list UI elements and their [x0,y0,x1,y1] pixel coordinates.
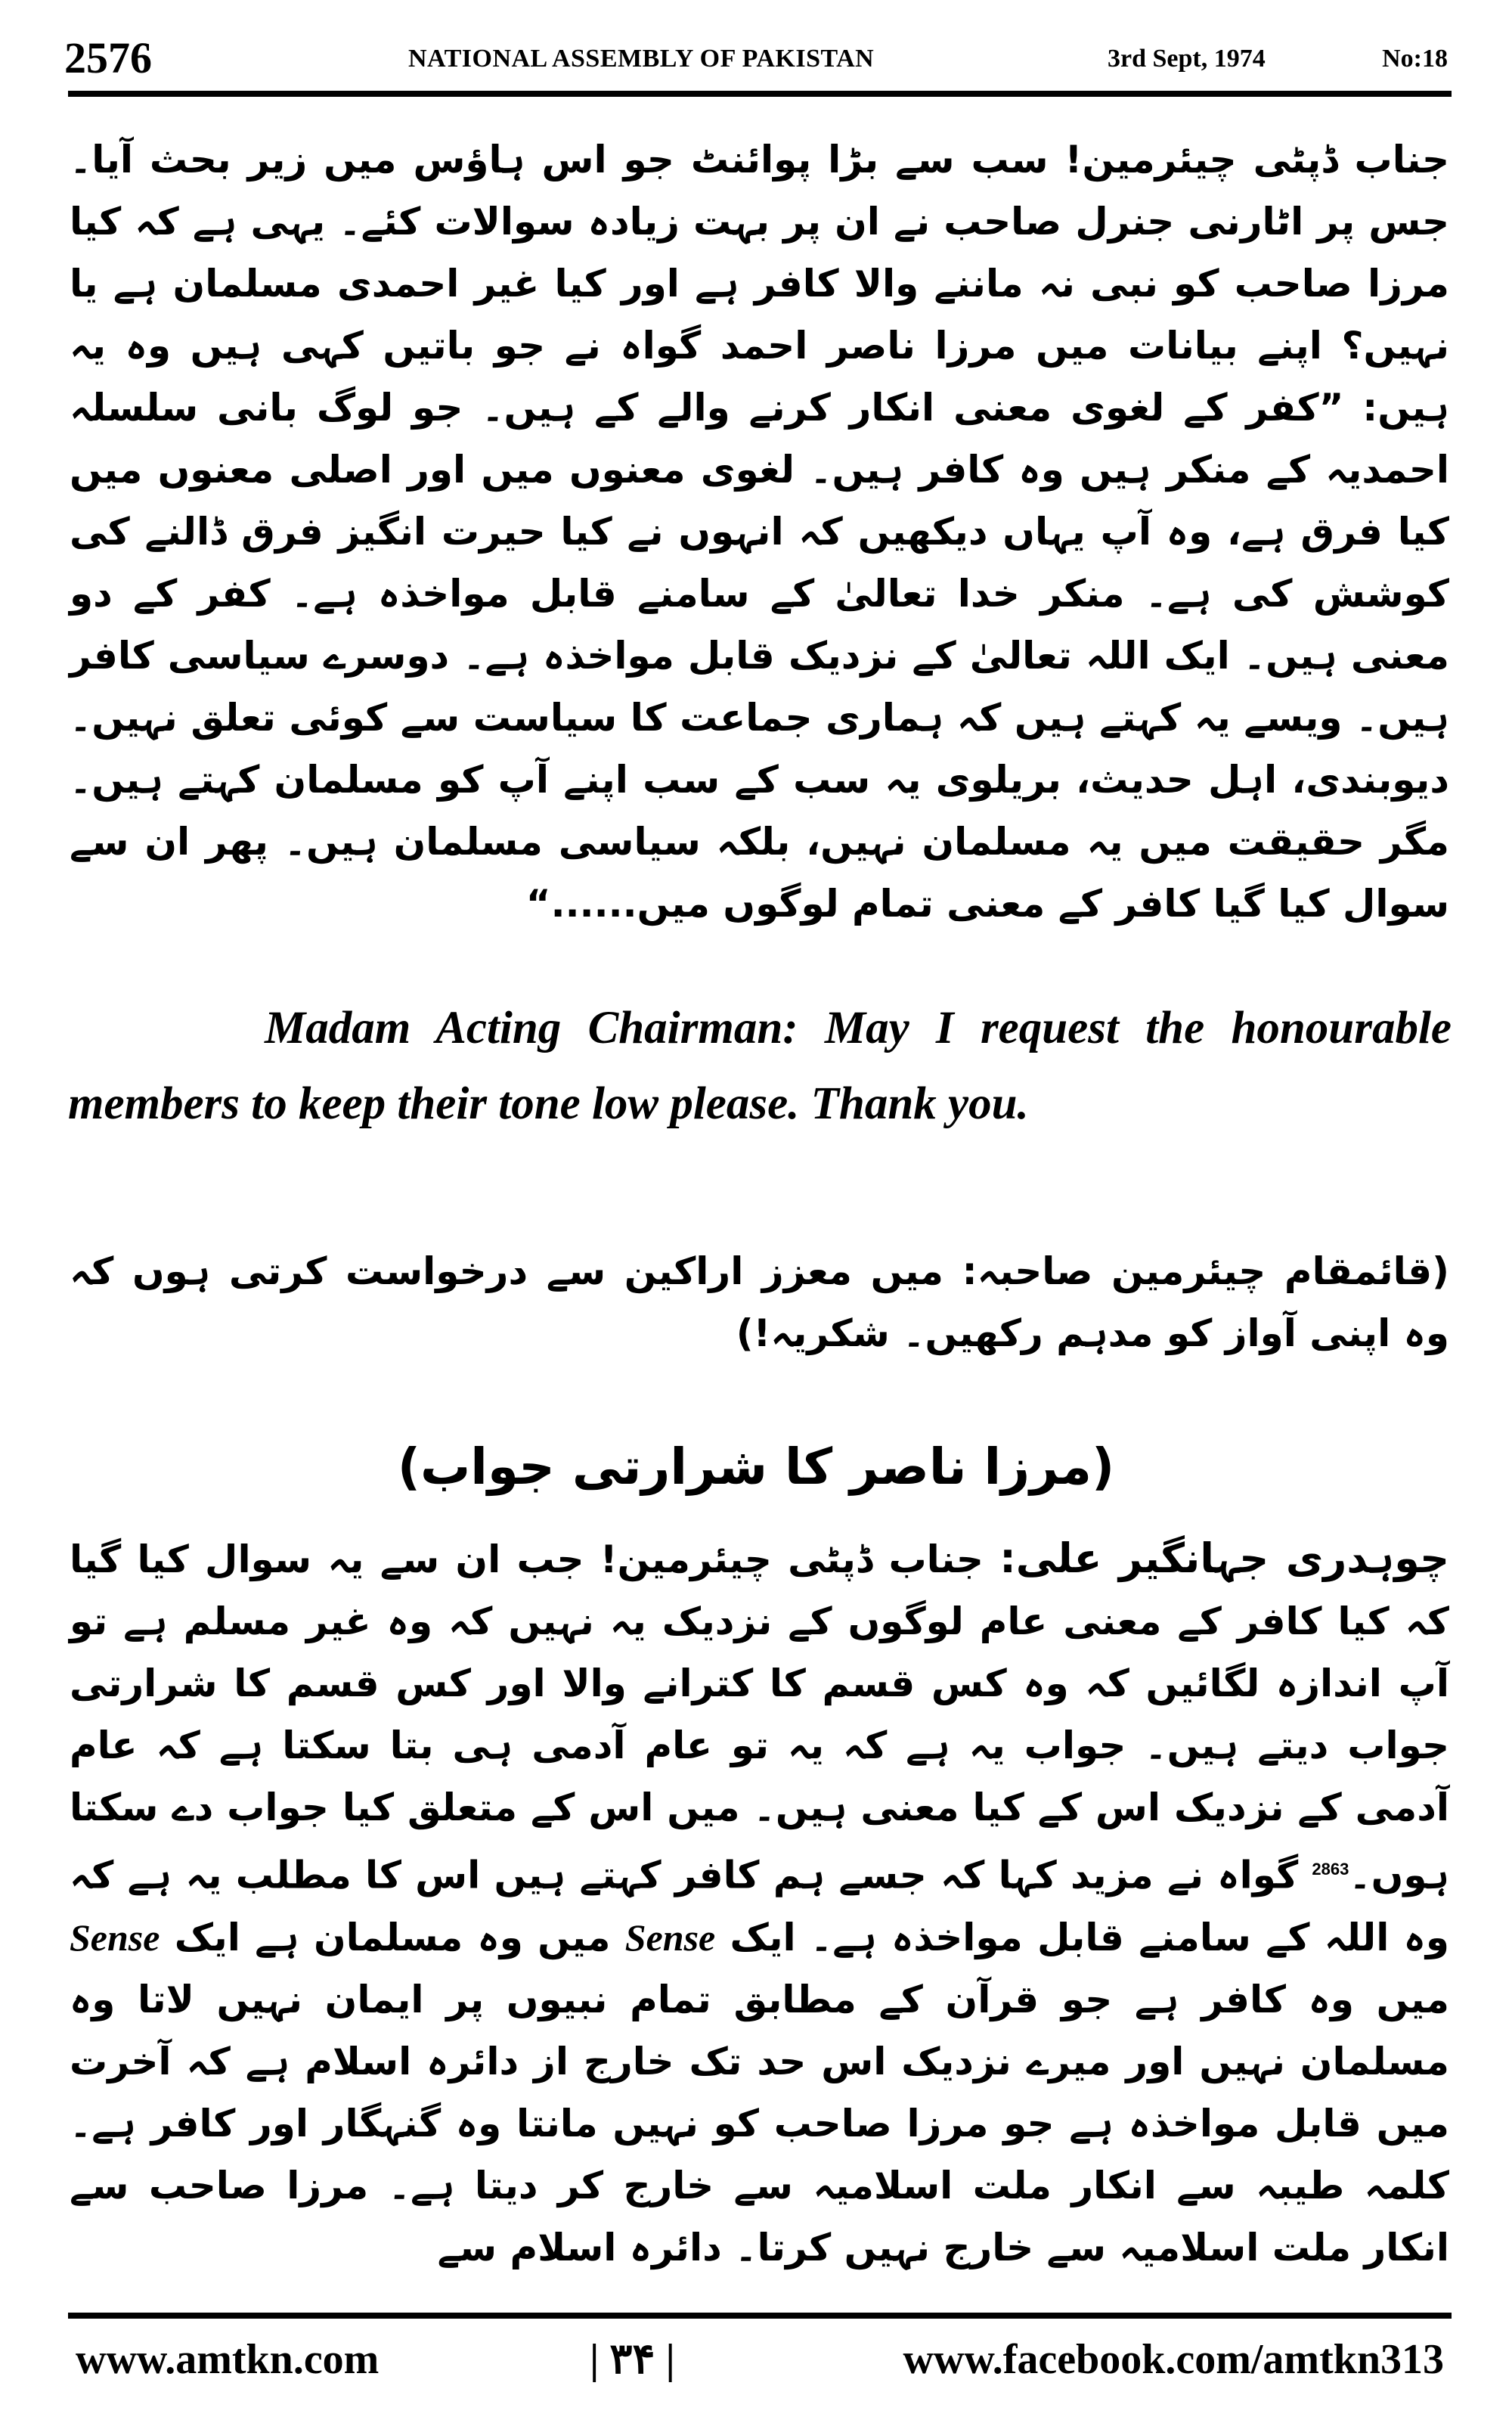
translation-text: (قائمقام چیئرمین صاحبہ: میں معزز اراکین سے درخواست کرتی ہوں کہ وہ اپنی آواز کو مدہم رکھیں۔ شکریہ!) [70,1249,1449,1355]
english-remark: Madam Acting Chairman: May I request the honourable members to keep their tone low please. Thank you. [68,1003,1452,1129]
sense-word-1: Sense [624,1916,716,1959]
footer-page-number: | ۳۴ | [590,2336,675,2383]
paragraph-2-text-b: گواہ نے مزید کہا کہ جسے ہم کافر کہتے ہیں اس کا مطلب یہ ہے کہ وہ اللہ کے سامنے قابل مواخذہ ہے۔ ایک [70,1853,1449,1959]
urdu-paragraph-1 [70,129,1449,935]
facebook-link[interactable]: www.facebook.com/amtkn313 [903,2336,1444,2383]
page-number: 2576 [64,33,152,82]
paragraph-2-text-c: میں وہ مسلمان ہے ایک [174,1915,611,1959]
footnote-marker: 2863 [1312,1860,1349,1879]
header-issue-number: No:18 [1382,45,1448,73]
paragraph-2-text-d: میں وہ کافر ہے جو قرآن کے مطابق تمام نبیوں پر ایمان نہیں لاتا وہ مسلمان نہیں اور میرے نزدیک اس حد تک خارج از دائرہ اسلام ہے کہ آخرت میں قابل مواخذہ ہے جو مرزا صاحب کو نہیں مانتا وہ گنہگار اور کافر ہے۔ کلمہ طیبہ سے انکار ملت اسلامیہ سے خارج کر دیتا ہے۔ مرزا صاحب سے انکار ملت اسلامیہ سے خارج نہیں کرتا۔ دائرہ اسلام سے [70,1977,1449,2270]
page-header [64,32,1448,85]
urdu-paragraph-2 [70,1528,1449,2279]
paragraph-2-body [70,1528,1449,2279]
footer-rule [68,2313,1452,2319]
header-rule [68,91,1452,97]
paragraph-1-text: جناب ڈپٹی چیئرمین! سب سے بڑا پوائنٹ جو اس ہاؤس میں زیر بحث آیا۔ جس پر اٹارنی جنرل صاحب نے ان پر بہت زیادہ سوالات کئے۔ یہی ہے کہ کیا مرزا صاحب کو نبی نہ ماننے والا کافر ہے اور کیا غیر احمدی مسلمان ہے یا نہیں؟ اپنے بیانات میں مرزا ناصر احمد گواہ نے جو باتیں کہی ہیں وہ یہ ہیں: ”کفر کے لغوی معنی انکار کرنے والے کے ہیں۔ جو لوگ بانی سلسلہ احمدیہ کے منکر ہیں وہ کافر ہیں۔ لغوی معنوں میں اور اصلی معنوں میں کیا فرق ہے، وہ آپ یہاں دیکھیں کہ انہوں نے کیا حیرت انگیز فرق ڈالنے کی کوشش کی ہے۔ منکر خدا تعالیٰ کے سامنے قابل مواخذہ ہے۔ کفر کے دو معنی ہیں۔ ایک اللہ تعالیٰ کے نزدیک قابل مواخذہ ہے۔ دوسرے سیاسی کافر ہیں۔ ویسے یہ کہتے ہیں کہ ہماری جماعت کا سیاست سے کوئی تعلق نہیں۔ دیوبندی، اہل حدیث، بریلوی یہ سب کے سب اپنے آپ کو مسلمان کہتے ہیں۔ مگر حقیقت میں یہ مسلمان نہیں، بلکہ سیاسی مسلمان ہیں۔ پھر ان سے سوال کیا گیا کافر کے معنی تمام لوگوں میں......“ [70,138,1449,926]
urdu-translation [70,1240,1449,1364]
header-date: 3rd Sept, 1974 [1108,45,1266,73]
section-heading: (مرزا ناصر کا شرارتی جواب) [397,1438,1115,1496]
sense-word-2: Sense [70,1916,160,1959]
header-title: NATIONAL ASSEMBLY OF PAKISTAN [408,45,875,73]
speaker-name: چوہدری جہانگیر علی: [999,1534,1449,1582]
website-link[interactable]: www.amtkn.com [76,2336,380,2383]
page-footer [68,2325,1452,2394]
paragraph-2-text-a: جناب ڈپٹی چیئرمین! جب ان سے یہ سوال کیا گیا کہ کیا کافر کے معنی عام لوگوں کے نزدیک یہ نہیں کہ وہ غیر مسلم ہے تو آپ اندازہ لگائیں کہ وہ کس قسم کا کترانے والا اور کس قسم کا شرارتی جواب دیتے ہیں۔ جواب یہ ہے کہ یہ تو عام آدمی ہی بتا سکتا ہے کہ عام آدمی کے نزدیک اس کے کیا معنی ہیں۔ میں اس کے متعلق کیا جواب دے سکتا ہوں۔ [70,1537,1449,1897]
